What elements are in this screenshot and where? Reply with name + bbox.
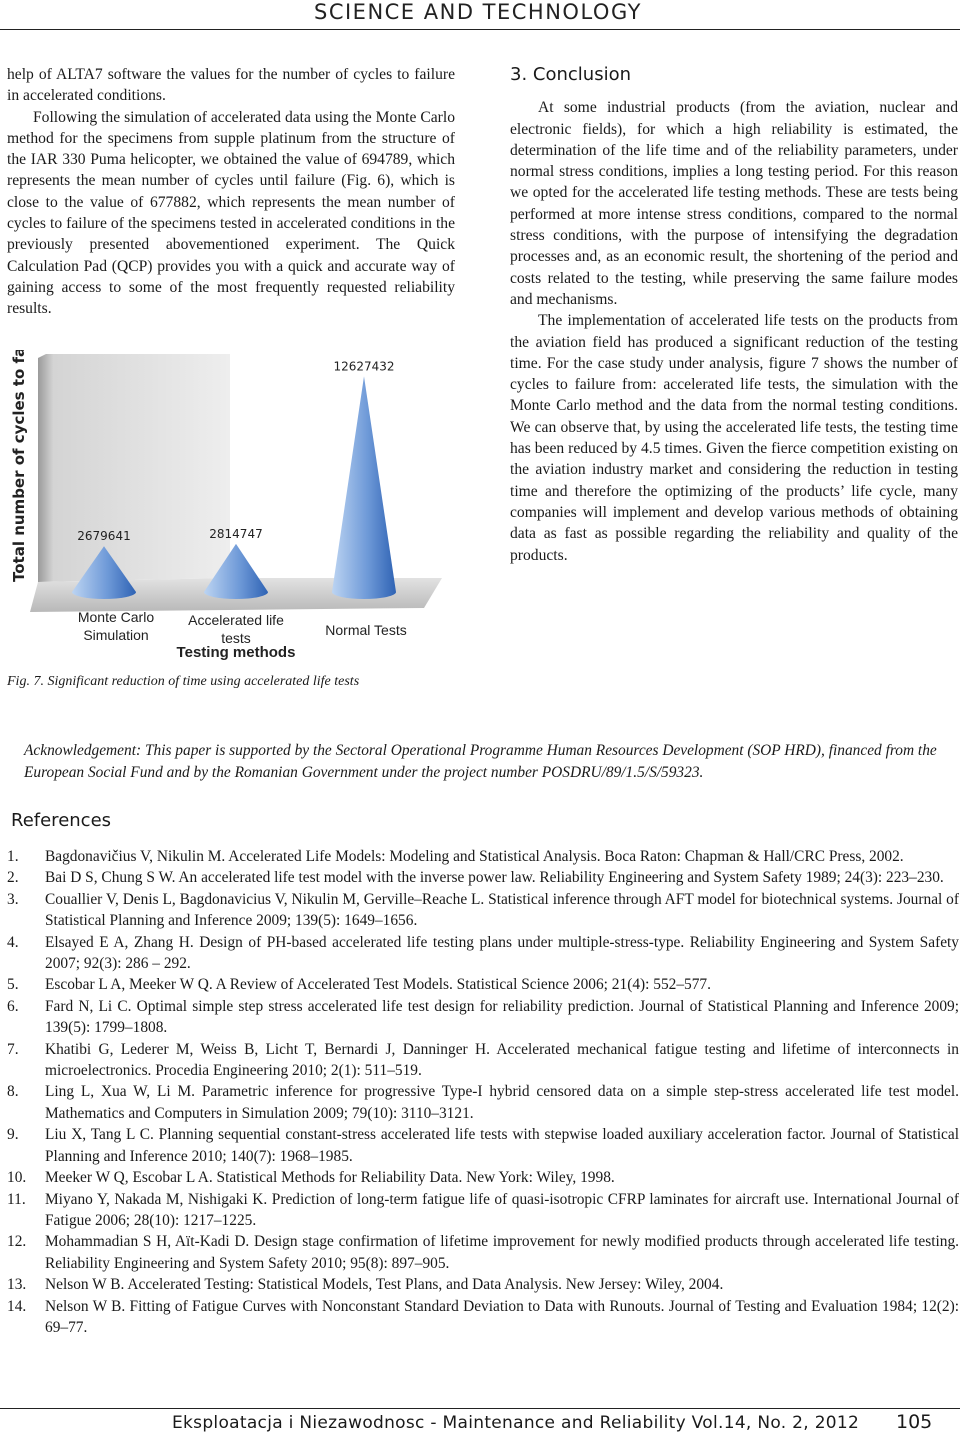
- reference-text: Ling L, Xua W, Li M. Parametric inference for progressive Type-I hybrid censored data on a simple step-stress accelerated life test model. Mathematics and Computers in Simulation 2009; 79(10): 3110–3121.: [45, 1083, 959, 1122]
- reference-item: [7, 1167, 959, 1188]
- paragraph: At some industrial products (from the aviation, nuclear and electronic fields), for which a high reliability is estimated, the determination of the life time and of the reliability parameters, under normal stress conditions, implies a long testing period. For this reason we opted for the accelerated life testing methods. These are tests being performed at more intense stress conditions, compared to the normal stress conditions, with the purpose of intensifying the degradation processes and, as an economic result, the shortening of the period and costs related to the testing, while preserving the same failure modes and mechanisms.: [510, 99, 958, 308]
- data-label: 2814747: [209, 526, 263, 541]
- chart-back-wall: [38, 354, 230, 582]
- y-axis-label: Total number of cycles to failure: [10, 350, 28, 582]
- paragraph: The implementation of accelerated life tests on the products from the aviation field has produced a significant reduction of the testing time. For the case study under analysis, figure 7 shows the number of cycles to failure from: accelerated life tests, the simulation with the Monte Carlo method and the data from the normal testing conditions. We can observe that, by using the accelerated life tests, the testing time has been reduced by 4.5 times. Given the fierce competition existing on the aviation industry market and considering the reduction in testing time and therefore the optimizing of the products’ life cycle, many companies will implement and develop various methods of obtaining data as fast as possible regarding the reliability and quality of the products.: [510, 312, 958, 564]
- reference-text: Elsayed E A, Zhang H. Design of PH-based accelerated life testing plans under multiple-stress-type. Reliability Engineering and System Safety 2007; 92(3): 286 – 292.: [45, 933, 959, 973]
- reference-text: Mohammadian S H, Aït-Kadi D. Design stage confirmation of lifetime improvement for newly modified products through accelerated life testing. Reliability Engineering and System Safety 2010; 95(8): 897–905.: [45, 1233, 959, 1272]
- reference-item: [7, 932, 959, 975]
- references-heading: References: [11, 810, 112, 831]
- reference-text: Khatibi G, Lederer M, Weiss B, Licht T, Bernardi J, Danninger H. Accelerated mechanical fatigue testing and lifetime of interconnects in microelectronics. Procedia Engineering 2010; 2(1): 511–519.: [45, 1040, 959, 1080]
- section-heading: 3. Conclusion: [510, 64, 631, 85]
- cone-bar: [332, 376, 396, 599]
- references-list: [7, 846, 959, 1338]
- reference-item: [7, 867, 959, 888]
- reference-text: Meeker W Q, Escobar L A. Statistical Methods for Reliability Data. New York: Wiley, 1998.: [45, 1169, 615, 1187]
- reference-item: [7, 1189, 959, 1232]
- reference-number: 3.: [7, 890, 19, 908]
- reference-item: [7, 974, 959, 995]
- reference-number: 11.: [7, 1190, 26, 1208]
- reference-text: Couallier V, Denis L, Bagdonavicius V, Nikulin M, Gerville–Reache L. Statistical inference through AFT model for biotechnical systems. Journal of Statistical Planning and Inference 2009; 139(5): 1649–1656.: [45, 890, 959, 930]
- data-label: 2679641: [77, 529, 131, 544]
- reference-number: 13.: [7, 1276, 27, 1294]
- reference-item: [7, 1081, 959, 1124]
- reference-item: [7, 1124, 959, 1167]
- reference-number: 5.: [7, 976, 19, 994]
- cone-chart: [4, 350, 444, 670]
- page-number: 105: [896, 1411, 933, 1433]
- paragraph: Following the simulation of accelerated data using the Monte Carlo method for the specimens from supple platinum from the structure of the IAR 330 Puma helicopter, we obtained the value of 694789, which represents the mean number of cycles until failure (Fig. 6), which is close to the value of 677882, which represents the mean number of cycles to failure of the specimens tested in accelerated conditions in the previously presented abovementioned experiment. The Quick Calculation Pad (QCP) provides you with a quick and accurate way of gaining access to some of the most frequently requested reliability results.: [7, 108, 455, 318]
- reference-text: Bagdonavičius V, Nikulin M. Accelerated Life Models: Modeling and Statistical Analysis. Boca Raton: Chapman & Hall/CRC Press, 2002.: [45, 848, 904, 865]
- reference-number: 1.: [7, 848, 19, 865]
- category-label: tests: [221, 630, 251, 646]
- reference-item: [7, 1231, 959, 1274]
- category-label: Monte Carlo: [77, 609, 155, 625]
- reference-number: 9.: [7, 1126, 19, 1144]
- figure-caption: Fig. 7. Significant reduction of time using accelerated life tests: [7, 674, 360, 689]
- journal-name: Eksploatacja i Niezawodnosc - Maintenance and Reliability Vol.14, No. 2, 2012: [172, 1413, 860, 1433]
- reference-number: 14.: [7, 1297, 27, 1315]
- reference-item: [7, 1296, 959, 1339]
- reference-number: 2.: [7, 869, 19, 887]
- reference-item: [7, 1039, 959, 1082]
- left-column: [7, 64, 455, 320]
- reference-text: Escobar L A, Meeker W Q. A Review of Accelerated Test Models. Statistical Science 2006; 21(4): 552–577.: [45, 976, 711, 994]
- x-axis-label: Testing methods: [176, 644, 296, 661]
- paragraph: help of ALTA7 software the values for the number of cycles to failure in accelerated conditions.: [7, 66, 455, 105]
- reference-text: Miyano Y, Nakada M, Nishigaki K. Prediction of long-term fatigue life of quasi-isotropic CFRP laminates for aircraft use. International Journal of Fatigue 2006; 28(10): 1217–1225.: [45, 1190, 959, 1229]
- reference-number: 6.: [7, 997, 19, 1015]
- reference-item: [7, 846, 959, 867]
- cone-body: [332, 376, 396, 599]
- acknowledgement: Acknowledgement: This paper is supported by the Sectoral Operational Programme Human Resources Development (SOP HRD), financed from the European Social Fund and by the Romanian Government under the project number POSDRU/89/1.5/S/59323.: [24, 742, 937, 781]
- reference-text: Bai D S, Chung S W. An accelerated life test model with the inverse power law. Reliability Engineering and System Safety 1989; 24(3): 223–230.: [45, 869, 944, 887]
- reference-text: Liu X, Tang L C. Planning sequential constant-stress accelerated life tests with stepwise loaded auxiliary acceleration factor. Journal of Statistical Planning and Inference 2010; 140(7): 1968–1985.: [45, 1126, 959, 1165]
- reference-text: Fard N, Li C. Optimal simple step stress accelerated life test design for reliability prediction. Journal of Statistical Planning and Inference 2009; 139(5): 1799–1808.: [45, 997, 959, 1037]
- page-footer: [0, 1408, 960, 1446]
- reference-item: [7, 996, 959, 1039]
- right-column: [510, 64, 958, 566]
- reference-number: 12.: [7, 1233, 27, 1251]
- category-label: Accelerated life: [188, 612, 284, 628]
- page-header: [0, 0, 960, 30]
- reference-item: [7, 889, 959, 932]
- category-label: Normal Tests: [325, 622, 407, 638]
- reference-text: Nelson W B. Fitting of Fatigue Curves with Nonconstant Standard Deviation to Data with Runouts. Journal of Testing and Evaluation 1984; 12(2): 69–77.: [45, 1297, 959, 1336]
- reference-item: [7, 1274, 959, 1295]
- reference-text: Nelson W B. Accelerated Testing: Statistical Models, Test Plans, and Data Analysis. New Jersey: Wiley, 2004.: [45, 1276, 724, 1294]
- data-label: 12627432: [333, 359, 395, 374]
- reference-number: 8.: [7, 1083, 19, 1101]
- reference-number: 10.: [7, 1169, 27, 1187]
- figure-7: [4, 350, 444, 670]
- section-title: SCIENCE AND TECHNOLOGY: [313, 0, 642, 24]
- reference-number: 4.: [7, 933, 19, 951]
- category-label: Simulation: [83, 627, 149, 643]
- reference-number: 7.: [7, 1040, 19, 1058]
